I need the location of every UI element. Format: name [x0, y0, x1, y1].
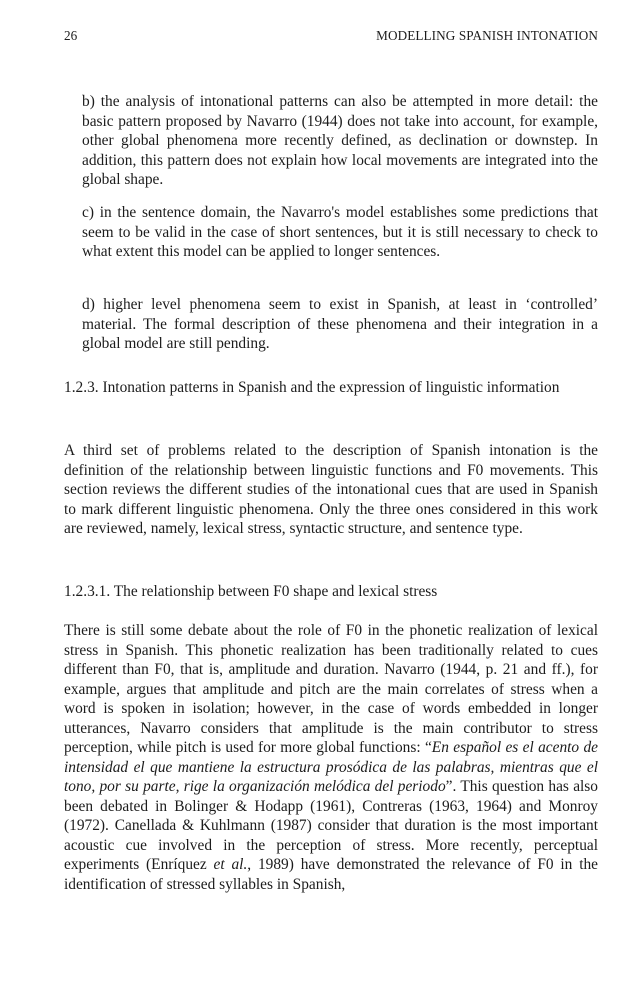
- spanish-quote: En español es el acento de intensidad el que mantiene la estructura prosódica de las palabras, mientras que el tono, por su parte, rige la organización melódica del periodo: [64, 739, 598, 795]
- subsection-paragraph: [64, 621, 598, 894]
- citation-et-al: et al.: [213, 856, 248, 873]
- running-header: [64, 28, 598, 44]
- paragraph-text: There is still some debate about the role of F0 in the phonetic realization of lexical stress in Spanish. This phonetic realization has been traditionally related to cues different than F0, that is, amplitude and duration. Navarro (1944, p. 21 and ff.), for example, argues that amplitude and pitch are the main correlates of stress when a word is spoken in isolation; however, in the case of words embedded in longer utterances, Navarro considers that amplitude is the main contributor to stress perception, while pitch is used for more global functions: “: [64, 622, 598, 756]
- paragraph-text: ”. This question has also been debated in Bolinger & Hodapp (1961), Contreras (1963, 1964) and Monroy (1972). Canellada & Kuhlmann (1987) consider that duration is the most important acoustic cue involved in the perception of stress. More recently, perceptual experiments (Enríquez: [64, 778, 598, 873]
- section-paragraph: A third set of problems related to the description of Spanish intonation is the definition of the relationship between linguistic functions and F0 movements. This section reviews the different studies of the intonational cues that are used in Spanish to mark different linguistic phenomena. Only the three ones considered in this work are reviewed, namely, lexical stress, syntactic structure, and sentence type.: [64, 442, 598, 537]
- running-title: MODELLING SPANISH INTONATION: [376, 28, 598, 43]
- section-heading: 1.2.3. Intonation patterns in Spanish and the expression of linguistic information: [64, 379, 560, 396]
- paragraph-text: , 1989) have demonstrated the relevance of F0 in the identification of stressed syllables in Spanish,: [64, 856, 598, 893]
- list-item-d: d) higher level phenomena seem to exist in Spanish, at least in ‘controlled’ material. The formal description of these phenomena and their integration in a global model are still pending.: [82, 296, 598, 352]
- page-number: 26: [64, 28, 78, 43]
- list-item-c: c) in the sentence domain, the Navarro's model establishes some predictions that seem to be valid in the case of short sentences, but it is still necessary to check to what extent this model can be applied to longer sentences.: [82, 204, 598, 260]
- list-item-b: b) the analysis of intonational patterns can also be attempted in more detail: the basic pattern proposed by Navarro (1944) does not take into account, for example, other global phenomena more recently defined, as declination or downstep. In addition, this pattern does not explain how local movements are integrated into the global shape.: [82, 93, 598, 188]
- subsection-heading: 1.2.3.1. The relationship between F0 shape and lexical stress: [64, 583, 438, 600]
